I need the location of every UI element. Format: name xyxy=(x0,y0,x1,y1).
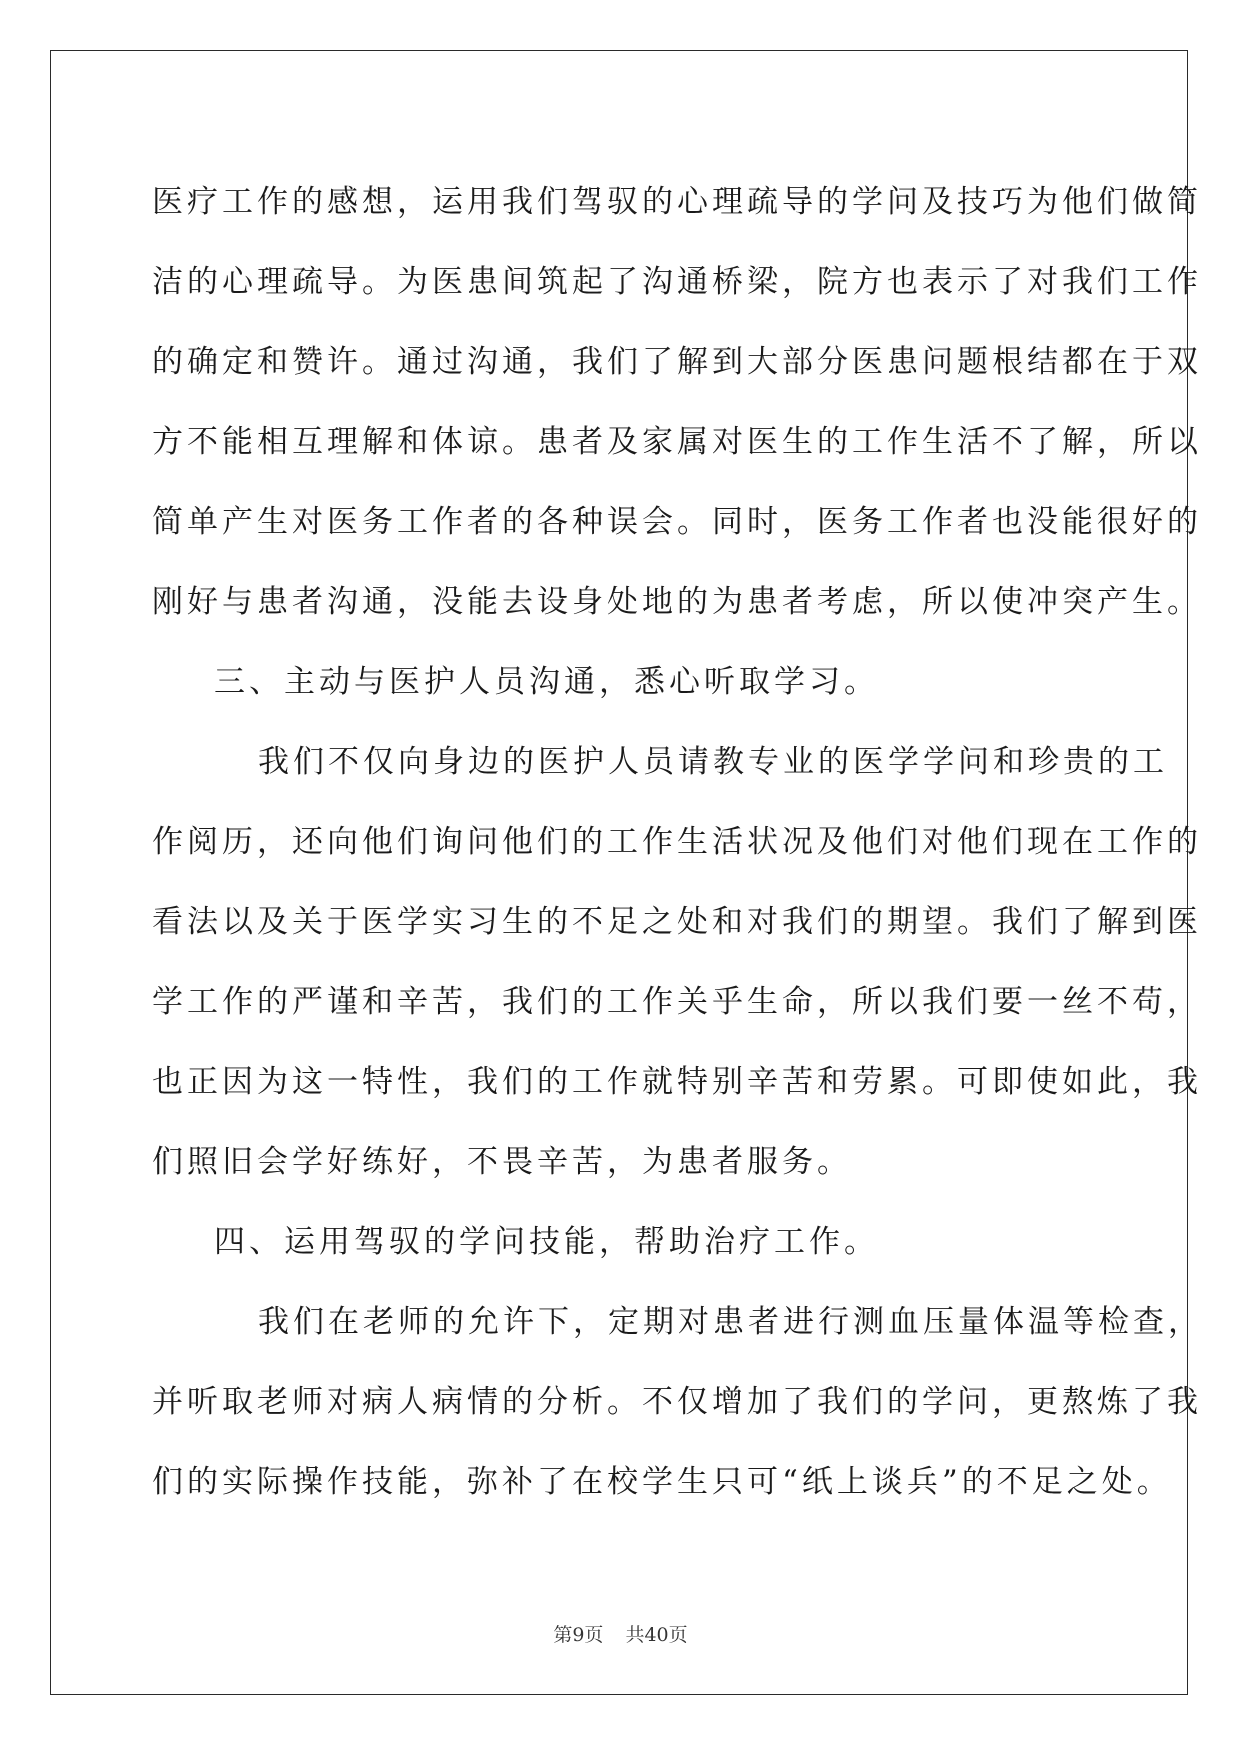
text-line: 们的实际操作技能，弥补了在校学生只可“纸上谈兵”的不足之处。 xyxy=(152,1464,1172,1500)
text-line: 四、运用驾驭的学问技能，帮助治疗工作。 xyxy=(214,1224,879,1260)
page-footer xyxy=(0,1620,1241,1647)
text-line: 也正因为这一特性，我们的工作就特别辛苦和劳累。可即使如此，我 xyxy=(152,1064,1202,1100)
text-line: 我们不仅向身边的医护人员请教专业的医学学问和珍贵的工 xyxy=(258,744,1168,780)
text-line: 医疗工作的感想，运用我们驾驭的心理疏导的学问及技巧为他们做简 xyxy=(152,184,1202,220)
text-line: 作阅历，还向他们询问他们的工作生活状况及他们对他们现在工作的 xyxy=(152,824,1202,860)
text-line: 们照旧会学好练好，不畏辛苦，为患者服务。 xyxy=(152,1144,852,1180)
document-body xyxy=(152,162,1203,1522)
text-line: 刚好与患者沟通，没能去设身处地的为患者考虑，所以使冲突产生。 xyxy=(152,584,1202,620)
page-total: 共40页 xyxy=(625,1624,688,1646)
text-line: 看法以及关于医学实习生的不足之处和对我们的期望。我们了解到医 xyxy=(152,904,1202,940)
text-line: 洁的心理疏导。为医患间筑起了沟通桥梁，院方也表示了对我们工作 xyxy=(152,264,1202,300)
text-line: 简单产生对医务工作者的各种误会。同时，医务工作者也没能很好的 xyxy=(152,504,1202,540)
text-line: 的确定和赞许。通过沟通，我们了解到大部分医患问题根结都在于双 xyxy=(152,344,1202,380)
text-line: 我们在老师的允许下，定期对患者进行测血压量体温等检查， xyxy=(258,1304,1203,1340)
text-line: 三、主动与医护人员沟通，悉心听取学习。 xyxy=(214,664,879,700)
text-line: 学工作的严谨和辛苦，我们的工作关乎生命，所以我们要一丝不苟， xyxy=(152,984,1202,1020)
page-number: 第9页 xyxy=(553,1624,604,1646)
text-line: 并听取老师对病人病情的分析。不仅增加了我们的学问，更熬炼了我 xyxy=(152,1384,1202,1420)
text-line: 方不能相互理解和体谅。患者及家属对医生的工作生活不了解，所以 xyxy=(152,424,1202,460)
